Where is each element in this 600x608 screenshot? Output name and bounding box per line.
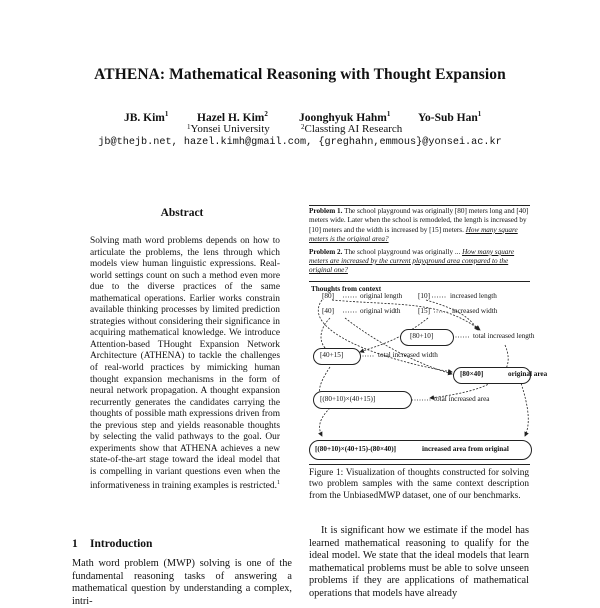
node-final: [(80+10)×(40+15)-(80×40)] (315, 445, 397, 453)
abstract-body: Solving math word problems depends on how to articulate the problems, the lens through which models view human linguistic expressions. Real-world settings count on such a method even more due to the diverse practices of the same mathematical operations. Earlier works constrain available thinking processes by limited prediction strategies without considering their significance in acquiring mathematical knowledge. We introduce Attention-based THought Expansion Network Architecture (ATHENA) to tackle the challenges of real-world practices by mimicking human thought expansion mechanisms in the form of neural network propagation. A thought expansion recurrently generates the candidates carrying the thoughts of possible math expressions driven from the previous step and yields reasonable thoughts by selecting the valid pathways to the goal. Our experiments show that ATHENA achieves a new state-of-the-art stage toward the ideal model that is compelling in variant questions even when the informativeness in training examples is restricted.$^1$ (90, 236, 280, 492)
figure-bottom-rule (309, 464, 530, 465)
author-2: Hazel H. Kim$^2$ (197, 110, 268, 124)
affiliation-2: $^2$ Classting AI Research (301, 123, 403, 135)
figure-mid-rule (309, 281, 530, 282)
node-40: [40] (322, 307, 334, 315)
edge-10-to-sum1 (426, 300, 478, 330)
section-heading-introduction: 1 Introduction (72, 538, 153, 550)
node-final-label: increased area from original (422, 445, 509, 453)
node-40-label: original width (360, 307, 401, 315)
node-80-label: original length (360, 292, 403, 300)
node-10: [10] (418, 292, 430, 300)
problem-1: Problem 1. The school playground was originally [80] meters long and [40] meters wide. Later when the school is remodeled, the length is increased by [10] meters and the width is increased by [15] meters. How many square meters is the original area? (309, 207, 529, 244)
problem-2: Problem 2. The school playground was originally ... How many square meters are increased by the current playground area compared to the original one? (309, 247, 515, 275)
node-80: [80] (322, 292, 334, 300)
footnote-mark: 1 (276, 480, 280, 487)
edge-prod2-to-final (320, 408, 330, 436)
figure-caption: Figure 1: Visualization of thoughts constructed for solving two problem samples with the same context description from the UnbiasedMWP dataset, one of our benchmarks. (309, 468, 529, 501)
node-10-label: increased length (450, 292, 497, 300)
node-sum2: [40+15] (320, 351, 344, 359)
right-column-body: It is significant how we estimate if the model has learned mathematical reasoning to qualify for the ideal model. We state that the ideal models that learn mathematical problems must be able to solve unseen problems if they are applications of mathematical operations that models have already (309, 525, 529, 599)
thoughts-heading: Thoughts from context (311, 285, 382, 293)
affiliation-1: $^1$ Yonsei University (187, 123, 270, 135)
paper-title: ATHENA: Mathematical Reasoning with Thought Expansion (94, 66, 506, 83)
node-prod2: [(80+10)×(40+15)] (320, 395, 376, 403)
node-prod2-label: total increased area (434, 395, 490, 403)
author-3: Joonghyuk Hahm$^1$ (299, 110, 391, 124)
figure-top-rule (309, 205, 530, 206)
edge-80-to-sum1 (332, 300, 480, 330)
introduction-body: Math word problem (MWP) solving is one of the fundamental reasoning tasks of answering a mathematical question by understanding a complex, intri- (72, 558, 292, 607)
edge-prod1-to-final (520, 380, 528, 436)
edge-40-to-sum2 (321, 318, 330, 352)
node-sum2-label: total increased width (378, 351, 438, 359)
node-sum1-label: total increased length (473, 332, 535, 340)
author-emails: jb@thejb.net, hazel.kimh@gmail.com, {greghahn,emmous}@yonsei.ac.kr (98, 137, 502, 148)
node-15: [15] (418, 307, 430, 315)
author-4: Yo-Sub Han$^1$ (418, 110, 482, 124)
figure-problems (309, 207, 530, 279)
node-sum1: [80+10] (410, 332, 434, 340)
edge-40-to-prod1 (345, 318, 452, 374)
abstract-heading: Abstract (160, 207, 204, 219)
node-prod1: [80×40] (460, 370, 484, 378)
author-1: JB. Kim$^1$ (124, 110, 169, 124)
node-prod1-label: original area (508, 370, 548, 378)
node-15-label: increased width (452, 307, 498, 315)
